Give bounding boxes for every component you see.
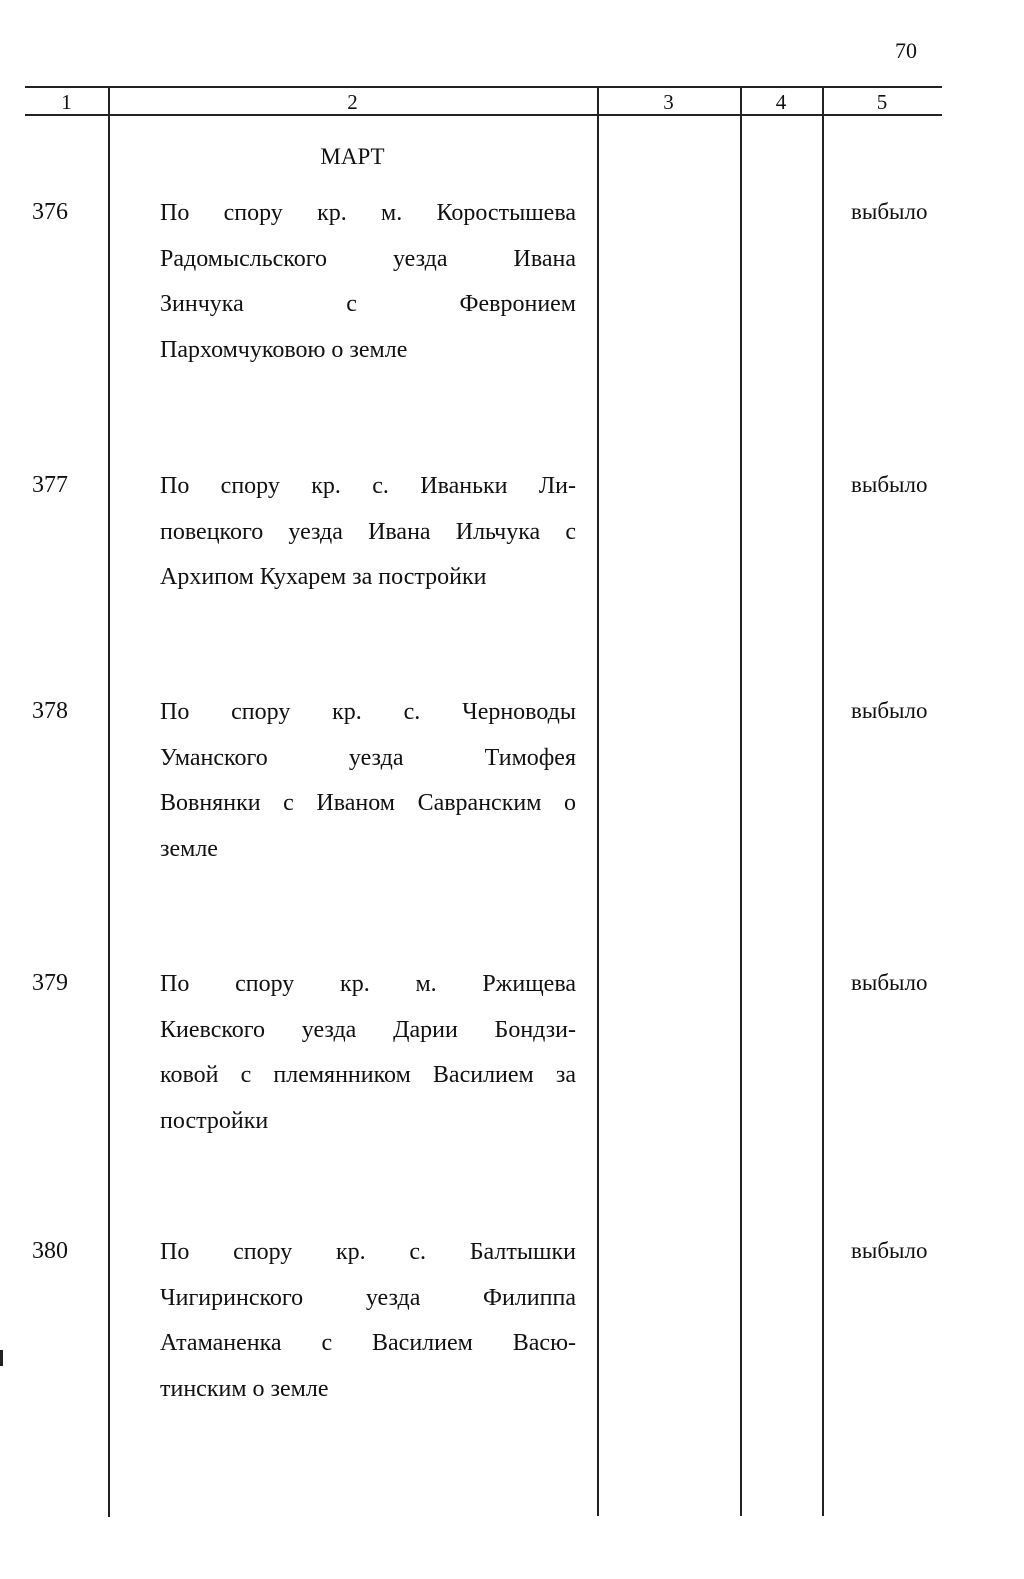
- entry-status: выбыло: [851, 199, 928, 224]
- entry-description: [160, 970, 576, 1152]
- scan-edge-mark: [0, 1350, 3, 1366]
- entry-description: [160, 472, 576, 609]
- entry-number: 379: [32, 970, 68, 996]
- description-line: Зинчука с Февронием: [160, 291, 576, 317]
- entry-status: выбыло: [851, 472, 928, 497]
- entry-number: 378: [32, 698, 68, 724]
- description-line: По спору кр. с. Черноводы: [160, 699, 576, 725]
- description-line: Киевского уезда Дарии Бондзи-: [160, 1016, 576, 1043]
- column-header-5: 5: [876, 90, 888, 114]
- column-header-3: 3: [663, 90, 674, 114]
- entry-description: [160, 199, 576, 381]
- description-line: земле: [160, 835, 218, 862]
- entry-number: 377: [32, 472, 68, 498]
- description-line: Атаманенка с Василием Васю-: [160, 1330, 576, 1356]
- description-line: По спору кр. с. Балтышки: [160, 1239, 576, 1265]
- entry-status: выбыло: [851, 970, 928, 995]
- table-row: [0, 199, 1024, 399]
- description-line: Вовнянки с Иваном Савранским о: [160, 790, 576, 816]
- entry-description: [160, 1238, 576, 1420]
- description-line: По спору кр. м. Коростышева: [160, 200, 576, 226]
- column-header-4: 4: [775, 90, 787, 114]
- page-number: 70: [895, 38, 917, 63]
- entry-number: 380: [32, 1238, 68, 1264]
- table-row: [0, 472, 1024, 672]
- entry-description: [160, 698, 576, 880]
- description-line: Пархомчуковою о земле: [160, 336, 408, 363]
- description-line: По спору кр. с. Иваньки Ли-: [160, 473, 576, 499]
- column-header-2: 2: [347, 90, 358, 114]
- table-top-rule: [25, 86, 942, 88]
- description-line: Чигиринского уезда Филиппа: [160, 1284, 576, 1311]
- table-row: [0, 1238, 1024, 1438]
- description-line: Радомысльского уезда Ивана: [160, 245, 576, 272]
- column-header-1: 1: [61, 90, 72, 114]
- description-line: По спору кр. м. Ржищева: [160, 971, 576, 997]
- description-line: Архипом Кухарем за постройки: [160, 564, 487, 590]
- entry-number: 376: [32, 199, 68, 225]
- entry-status: выбыло: [851, 698, 928, 723]
- description-line: повецкого уезда Ивана Ильчука с: [160, 518, 576, 545]
- description-line: постройки: [160, 1107, 269, 1134]
- table-row: [0, 698, 1024, 898]
- description-line: тинским о земле: [160, 1375, 329, 1402]
- description-line: Уманского уезда Тимофея: [160, 744, 576, 771]
- section-title: МАРТ: [320, 144, 385, 169]
- description-line: ковой с племянником Василием за: [160, 1062, 576, 1088]
- entry-status: выбыло: [851, 1238, 928, 1263]
- table-row: [0, 970, 1024, 1170]
